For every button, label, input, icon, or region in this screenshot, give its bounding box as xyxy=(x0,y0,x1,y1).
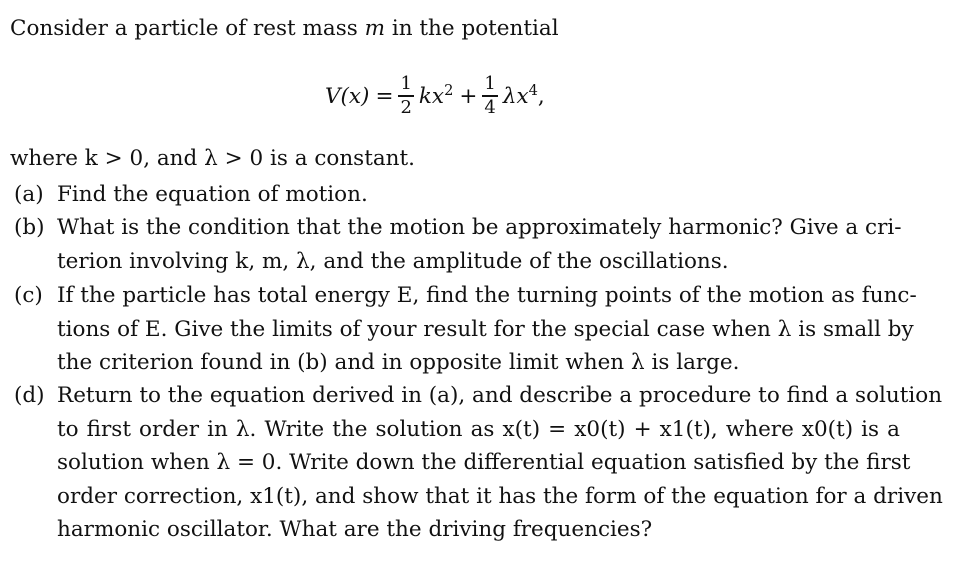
eq-comma: , xyxy=(537,83,545,109)
eq-equals: = xyxy=(375,83,394,109)
item-text: Find the equation of motion. xyxy=(57,182,368,207)
eq-lambda-x: $\lambda x^4$ xyxy=(502,81,538,109)
eq-plus: + xyxy=(459,83,478,109)
eq-lhs: V(x) xyxy=(325,83,370,109)
eq-kx: $kx^2$ xyxy=(418,81,454,109)
mass-symbol: m xyxy=(364,16,386,41)
fraction-quarter: $\frac{1}{4}$ xyxy=(484,73,496,118)
item-text: If the particle has total energy E, find the turning points of the motion as func- tions of E. Give the limits of your result for the special case when λ is small by the criterion found in (b) and in opposite limit when λ is large. xyxy=(57,283,917,375)
item-text: What is the condition that the motion be approximately harmonic? Give a cri- terion involving k, m, λ, and the amplitude of the oscillations. xyxy=(57,215,902,274)
intro-text: Consider a particle of rest mass m in the potential xyxy=(10,16,559,41)
item-label: (d) xyxy=(14,383,45,408)
item-text: Return to the equation derived in (a), and describe a procedure to find a solution to first order in λ. Write the solution as x(t) = x0(t) + x1(t), where x0(t) is a solution when λ = 0. Write down the differential equation satisfied by the first order correction, x1(t), and show that it has the form of the equation for a driven harmonic oscillator. What are the driving frequencies? xyxy=(57,383,943,542)
item-label: (c) xyxy=(14,283,43,308)
item-label: (b) xyxy=(14,215,45,240)
potential-equation xyxy=(325,66,545,126)
fraction-half: $\frac{1}{2}$ xyxy=(400,73,412,118)
item-label: (a) xyxy=(14,182,44,207)
where-text: where k > 0, and λ > 0 is a constant. xyxy=(10,146,415,171)
